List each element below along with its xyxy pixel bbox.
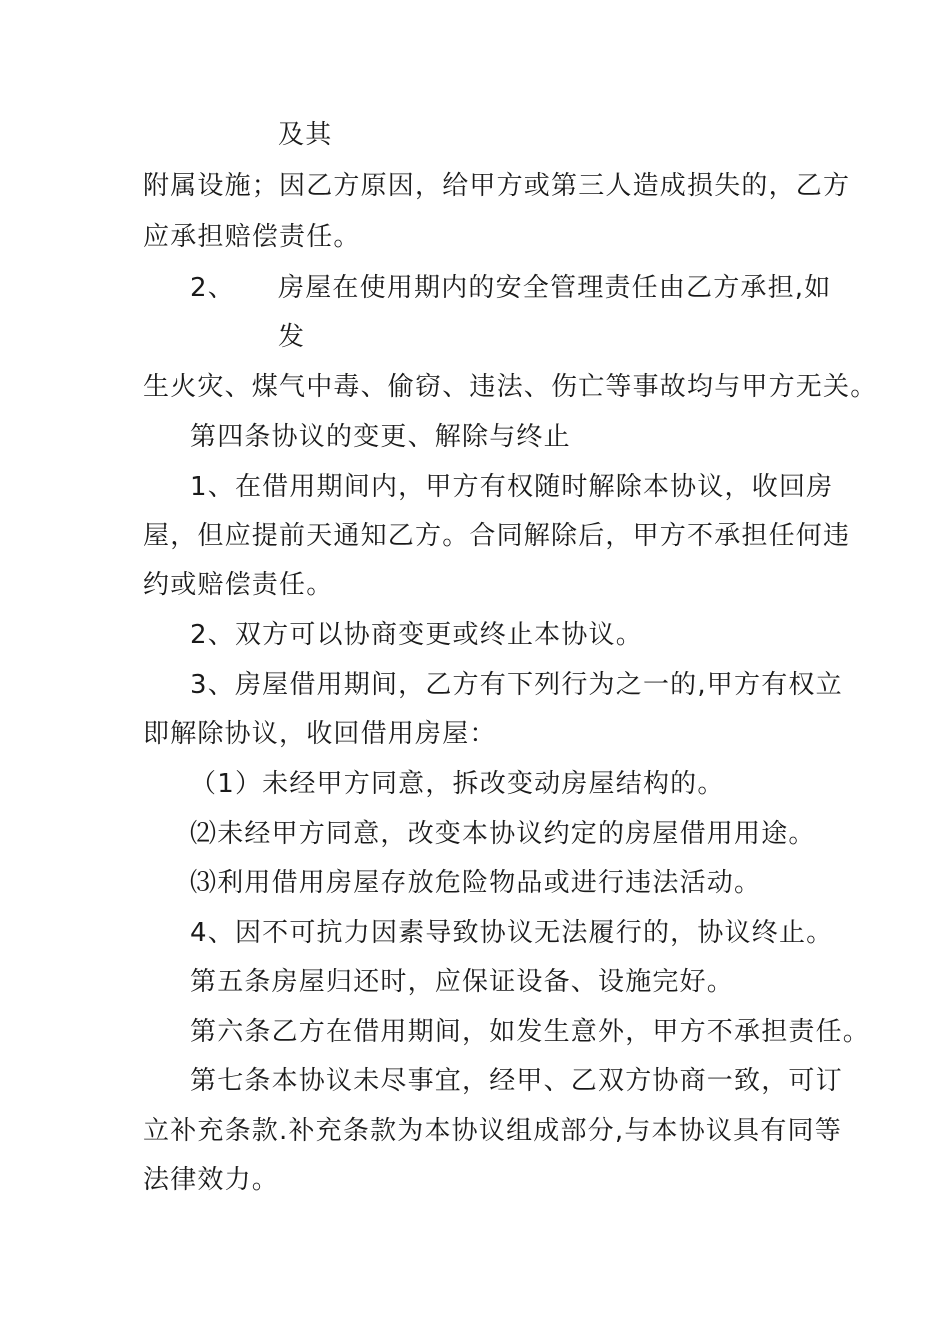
text-line: 1、在借用期间内，甲方有权随时解除本协议，收回房 — [190, 472, 834, 502]
section-heading: 第七条本协议未尽事宜，经甲、乙双方协商一致，可订 — [190, 1066, 843, 1096]
text-line: 发 — [278, 322, 306, 352]
list-item: （1）未经甲方同意，拆改变动房屋结构的。 — [190, 769, 725, 799]
section-heading: 第六条乙方在借用期间，如发生意外，甲方不承担责任。 — [190, 1017, 871, 1047]
section-heading: 第五条房屋归还时，应保证设备、设施完好。 — [190, 967, 735, 997]
section-heading: 第四条协议的变更、解除与终止 — [190, 422, 571, 452]
text-line: 应承担赔偿责任。 — [143, 222, 361, 252]
text-line: 4、因不可抗力因素导致协议无法履行的，协议终止。 — [190, 918, 834, 948]
list-item: ⑵未经甲方同意，改变本协议约定的房屋借用用途。 — [190, 819, 816, 849]
text-line: 法律效力。 — [143, 1165, 280, 1195]
text-line: 2、双方可以协商变更或终止本协议。 — [190, 620, 643, 650]
list-item: ⑶利用借用房屋存放危险物品或进行违法活动。 — [190, 868, 762, 898]
text-line: 即解除协议，收回借用房屋： — [143, 719, 497, 749]
text-line: 3、房屋借用期间，乙方有下列行为之一的,甲方有权立 — [190, 670, 843, 700]
text-line: 及其 — [278, 120, 333, 150]
text-line: 立补充条款.补充条款为本协议组成部分,与本协议具有同等 — [143, 1116, 842, 1146]
text-line: 附属设施；因乙方原因，给甲方或第三人造成损失的，乙方 — [143, 171, 851, 201]
list-number: 2、 — [190, 273, 235, 303]
text-line: 约或赔偿责任。 — [143, 570, 334, 600]
text-line: 屋，但应提前天通知乙方。合同解除后，甲方不承担任何违 — [143, 521, 851, 551]
text-line: 房屋在使用期内的安全管理责任由乙方承担,如 — [278, 273, 832, 303]
text-line: 生火灾、煤气中毒、偷窃、违法、伤亡等事故均与甲方无关。 — [143, 372, 878, 402]
